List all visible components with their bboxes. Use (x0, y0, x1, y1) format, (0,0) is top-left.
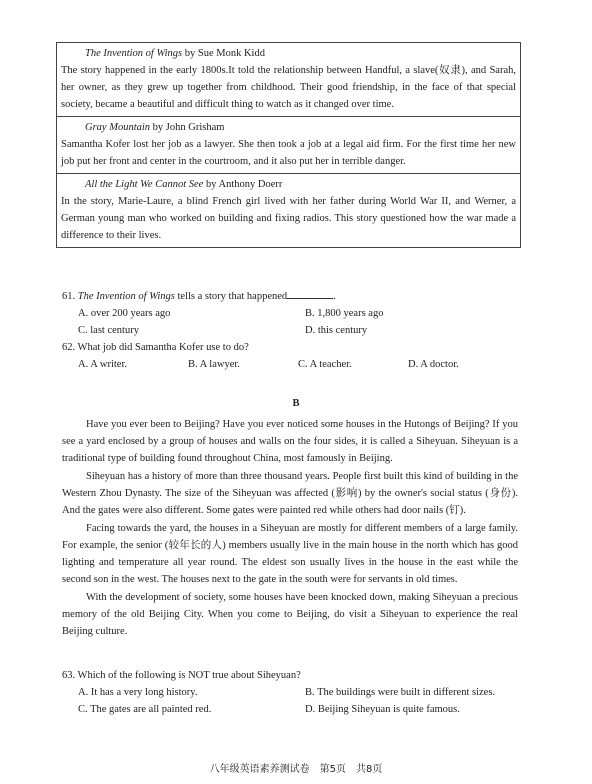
book-list (56, 42, 521, 248)
passage-paragraph: With the development of society, some houses have been knocked down, making Siheyuan a precious memory of the old Beijing City. When you come to Beijing, do visit a Siheyuan to experience the real Beijing culture. (62, 592, 518, 637)
question-61: 61. The Invention of Wings tells a story that happened . A. over 200 years ago B. 1,800 years ago C. last century D. this century (62, 288, 532, 339)
option-c: C. The gates are all painted red. (78, 704, 212, 715)
option-a: A. A writer. (78, 359, 127, 370)
book-entry (57, 117, 520, 174)
passage-paragraph: Facing towards the yard, the houses in a Siheyuan are mostly for different members of a large family. For example, the senior (较年长的人) members usually live in the main house in the north which has good lighting and temperature all year round. The eldest son usually lives in the house in the east while the second son in the west. The houses next to the gate in the south were for servants in old times. (62, 523, 518, 585)
passage-paragraph: Have you ever been to Beijing? Have you ever noticed some houses in the Hutongs of Beijing? If you see a yard enclosed by a group of houses and walls on the four sides, it is called a Siheyuan. Siheyuan is a traditional type of building found throughout China, most famously in Beijing. (62, 419, 518, 464)
book-entry (57, 43, 520, 117)
option-d: D. this century (305, 325, 368, 336)
option-b: B. The buildings were built in different sizes. (305, 687, 496, 698)
question-book-title: The Invention of Wings (77, 291, 175, 302)
option-d: D. Beijing Siheyuan is quite famous. (305, 704, 460, 715)
question-stem: 62. What job did Samantha Kofer use to do? (62, 342, 249, 353)
option-a: A. It has a very long history. (78, 687, 198, 698)
reading-passage (62, 416, 518, 641)
book-author: by John Grisham (150, 122, 225, 133)
option-a: A. over 200 years ago (78, 308, 171, 319)
book-title: The Invention of Wings (85, 48, 183, 59)
book-description: In the story, Marie-Laure, a blind French girl lived with her father during World War II, and Werner, a German young man who worked on building and fixing radios. This story questioned how the war made a difference to their lives. (61, 196, 516, 241)
option-b: B. 1,800 years ago (305, 308, 384, 319)
book-description: The story happened in the early 1800s.It told the relationship between Handful, a slave(奴隶), and Sarah, her owner, as they grew up together from childhood. Their good friendship, in the face of that special society, became a beautiful and difficult thing to watch as it changed over time. (61, 65, 516, 110)
page-footer: 八年级英语素养测试卷 第5页 共8页 (209, 764, 383, 775)
book-description: Samantha Kofer lost her job as a lawyer. She then took a job at a legal aid firm. For the first time her new job put her front and center in the courtroom, and it also put her in terrible danger. (61, 139, 516, 167)
option-c: C. A teacher. (298, 359, 352, 370)
book-author: by Sue Monk Kidd (182, 48, 265, 59)
book-title: All the Light We Cannot See (85, 179, 204, 190)
option-d: D. A doctor. (408, 359, 459, 370)
option-b: B. A lawyer. (188, 359, 240, 370)
section-heading: B (292, 398, 300, 409)
question-stem: 63. Which of the following is NOT true about Siheyuan? (62, 670, 301, 681)
passage-paragraph: Siheyuan has a history of more than three thousand years. People first built this kind of building in the Western Zhou Dynasty. The size of the Siheyuan was affected (影响) by the owner's social status (身份). And the gates were also different. Some gates were painted red while others had door nails (钉). (62, 471, 518, 516)
question-62 (62, 339, 532, 373)
option-c: C. last century (78, 325, 139, 336)
book-entry (57, 174, 520, 247)
answer-blank (287, 288, 333, 299)
book-author: by Anthony Doerr (203, 179, 283, 190)
book-title: Gray Mountain (85, 122, 151, 133)
question-stem: tells a story that happened (174, 291, 288, 302)
question-63 (62, 667, 532, 718)
question-number: 61. (62, 291, 78, 302)
